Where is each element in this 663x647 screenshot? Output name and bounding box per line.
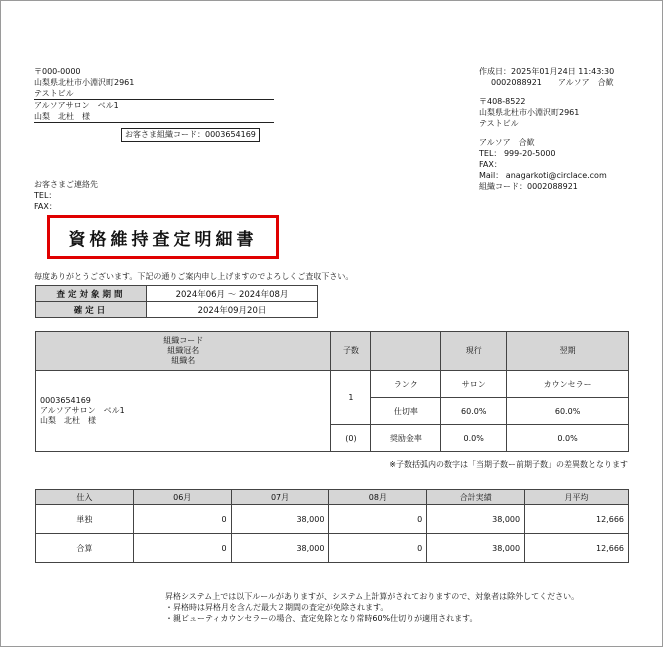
- issuer-block: [479, 66, 639, 192]
- header-blank: [371, 332, 441, 371]
- sales-header-june: 06月: [133, 490, 231, 505]
- header-next: 翌期: [507, 332, 629, 371]
- sales-cell: 12,666: [525, 534, 629, 563]
- header-org-crown-name: 組織冠名: [167, 346, 200, 355]
- sales-cell: 12,666: [525, 505, 629, 534]
- sales-row-label: 合算: [36, 534, 134, 563]
- rules-block: [165, 591, 579, 624]
- sales-header-purchase: 仕入: [36, 490, 134, 505]
- header-org-code: 組織コード: [163, 336, 204, 345]
- issuer-fax: FAX：: [479, 160, 502, 169]
- contact-block: [34, 179, 98, 212]
- count-cell: 1: [331, 371, 371, 425]
- rank-next: カウンセラー: [507, 371, 629, 398]
- contact-tel: TEL：: [34, 191, 57, 200]
- created-value: 2025年01月24日 11:43:30: [511, 67, 615, 76]
- greeting-text: 毎度ありがとうございます。下記の通りご案内申し上げますのでよろしくご査収下さい。: [34, 272, 354, 281]
- sales-cell: 38,000: [231, 505, 329, 534]
- recipient-block: [34, 66, 274, 123]
- header-org-name: 組織名: [171, 356, 196, 365]
- sales-cell: 38,000: [427, 505, 525, 534]
- wholesale-rate-current: 60.0%: [441, 398, 507, 425]
- sales-header-row: [36, 490, 629, 505]
- contact-heading: お客さまご連絡先: [34, 180, 98, 189]
- issuer-id-line: 0002088921 アルソア 合歓: [491, 78, 614, 87]
- created-date: [479, 66, 639, 77]
- issuer-org-code: 組織コード：0002088921: [479, 182, 578, 191]
- recipient-building: テストビル: [34, 88, 274, 100]
- count-diff-cell: (0): [331, 425, 371, 452]
- rules-line-1: 昇格システム上では以下ルールがありますが、システム上計算がされておりますので、対象者は除外してください。: [165, 592, 580, 601]
- issuer-name: アルソア 合歓: [479, 138, 535, 147]
- rules-line-3: ・親ビューティカウンセラーの場合、査定免除となり常時60%仕切りが適用されます。: [165, 614, 478, 623]
- wholesale-rate-next: 60.0%: [507, 398, 629, 425]
- period-table: [35, 285, 318, 318]
- sales-table: [35, 489, 629, 563]
- org-person: 山梨 北杜 様: [40, 416, 96, 425]
- contact-fax: FAX：: [34, 202, 57, 211]
- issuer-mail: Mail： anagarkoti@circlace.com: [479, 171, 607, 180]
- issuer-building: テストビル: [479, 119, 519, 128]
- recipient-name: 山梨 北杜 様: [34, 111, 274, 123]
- rules-line-2: ・昇格時は昇格月を含んだ最大２期間の査定が免除されます。: [165, 603, 389, 612]
- wholesale-rate-label: 仕切率: [371, 398, 441, 425]
- customer-code-value: 0003654169: [205, 130, 256, 139]
- issuer-address: 山梨県北杜市小淵沢町2961: [479, 108, 580, 117]
- header-current: 現行: [441, 332, 507, 371]
- incentive-rate-current: 0.0%: [441, 425, 507, 452]
- sales-header-july: 07月: [231, 490, 329, 505]
- issuer-postal: 〒408-8522: [479, 97, 526, 106]
- recipient-postal: 〒000-0000: [34, 67, 81, 76]
- confirm-date-value: 2024年09月20日: [147, 302, 318, 318]
- sales-header-total: 合計実績: [427, 490, 525, 505]
- customer-code-label: お客さま組織コード：: [125, 130, 205, 139]
- issuer-tel: TEL： 999-20-5000: [479, 149, 556, 158]
- confirm-date-label: 確定日: [36, 302, 147, 318]
- sales-header-august: 08月: [329, 490, 427, 505]
- customer-code-box: [121, 128, 260, 142]
- assessment-header-row: [36, 332, 629, 371]
- sales-cell: 0: [329, 534, 427, 563]
- confirm-date-row: [36, 302, 318, 318]
- table-row: [36, 505, 629, 534]
- org-info-cell: [36, 371, 331, 452]
- incentive-rate-next: 0.0%: [507, 425, 629, 452]
- sales-cell: 0: [133, 534, 231, 563]
- sales-cell: 38,000: [427, 534, 525, 563]
- org-name: アルソアサロン ベル1: [40, 406, 125, 415]
- sales-header-average: 月平均: [525, 490, 629, 505]
- assessment-table: [35, 331, 629, 452]
- table-row: [36, 371, 629, 398]
- period-label: 査定対象期間: [36, 286, 147, 302]
- header-count: 子数: [331, 332, 371, 371]
- document-title-box: [47, 215, 279, 259]
- count-note: ※子数括弧内の数字は「当期子数ー前期子数」の差異数となります: [389, 460, 628, 469]
- sales-row-label: 単独: [36, 505, 134, 534]
- period-row: [36, 286, 318, 302]
- period-value: 2024年06月 ～ 2024年08月: [147, 286, 318, 302]
- recipient-address: 山梨県北杜市小淵沢町2961: [34, 78, 135, 87]
- recipient-salon: アルソアサロン ベル1: [34, 101, 119, 110]
- org-code: 0003654169: [40, 396, 91, 405]
- rank-label: ランク: [371, 371, 441, 398]
- rank-current: サロン: [441, 371, 507, 398]
- table-row: [36, 534, 629, 563]
- sales-cell: 0: [329, 505, 427, 534]
- sales-cell: 0: [133, 505, 231, 534]
- sales-cell: 38,000: [231, 534, 329, 563]
- incentive-rate-label: 奨励金率: [371, 425, 441, 452]
- document-title: 資格維持査定明細書: [68, 229, 258, 250]
- created-label: 作成日：: [479, 67, 511, 76]
- header-org-info: [36, 332, 331, 371]
